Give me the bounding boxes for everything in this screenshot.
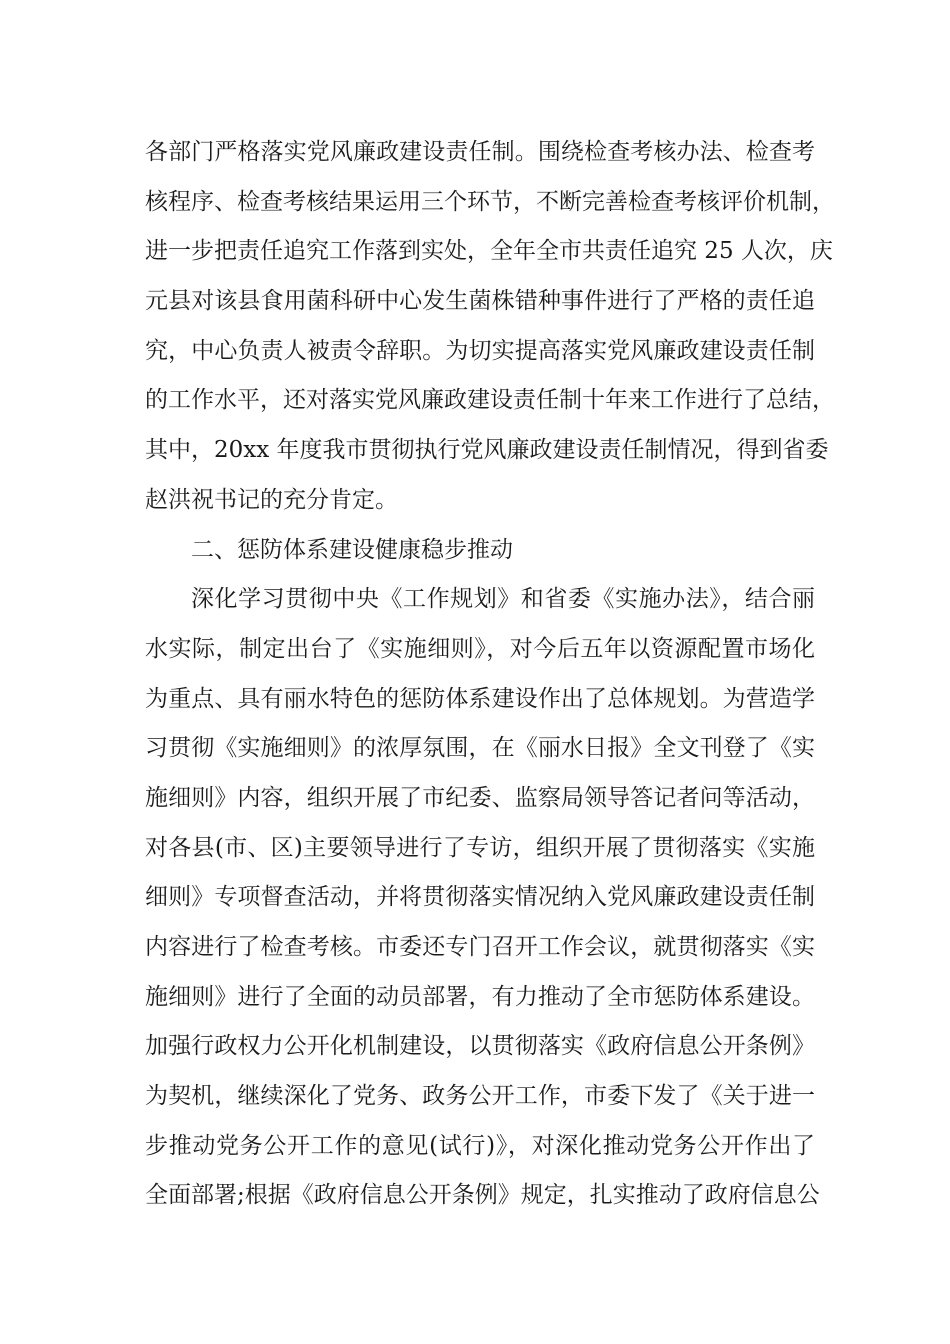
section-heading: 二、惩防体系建设健康稳步推动 — [191, 536, 513, 563]
text-line: 对各县(市、区)主要领导进行了专访，组织开展了贯彻落实《实施 — [145, 834, 815, 861]
text-line: 细则》专项督查活动，并将贯彻落实情况纳入党风廉政建设责任制 — [145, 884, 815, 911]
text-line: 究，中心负责人被责令辞职。为切实提高落实党风廉政建设责任制 — [145, 337, 815, 364]
text-line: 施细则》内容，组织开展了市纪委、监察局领导答记者问等活动， — [145, 784, 815, 811]
text-line: 核程序、检查考核结果运用三个环节，不断完善检查考核评价机制， — [145, 188, 835, 215]
body-text — [145, 128, 835, 1221]
text-line: 全面部署;根据《政府信息公开条例》规定，扎实推动了政府信息公 — [145, 1182, 820, 1209]
text-line: 深化学习贯彻中央《工作规划》和省委《实施办法》，结合丽 — [191, 586, 815, 613]
text-line: 加强行政权力公开化机制建设，以贯彻落实《政府信息公开条例》 — [145, 1033, 815, 1060]
text-line: 习贯彻《实施细则》的浓厚氛围，在《丽水日报》全文刊登了《实 — [145, 735, 815, 762]
text-line: 内容进行了检查考核。市委还专门召开工作会议，就贯彻落实《实 — [145, 934, 815, 960]
text-line: 元县对该县食用菌科研中心发生菌株错种事件进行了严格的责任追 — [145, 288, 815, 315]
text-line: 为重点、具有丽水特色的惩防体系建设作出了总体规划。为营造学 — [145, 685, 815, 712]
text-line: 各部门严格落实党风廉政建设责任制。围绕检查考核办法、检查考 — [145, 139, 815, 165]
text-line: 其中，20xx 年度我市贯彻执行党风廉政建设责任制情况，得到省委 — [145, 437, 829, 464]
text-line: 赵洪祝书记的充分肯定。 — [145, 486, 398, 513]
text-line: 施细则》进行了全面的动员部署，有力推动了全市惩防体系建设。 — [145, 983, 815, 1010]
text-line: 水实际，制定出台了《实施细则》，对今后五年以资源配置市场化 — [145, 635, 815, 662]
text-line: 为契机，继续深化了党务、政务公开工作，市委下发了《关于进一 — [145, 1083, 815, 1110]
text-line: 的工作水平，还对落实党风廉政建设责任制十年来工作进行了总结， — [145, 387, 835, 414]
text-line: 步推动党务公开工作的意见(试行)》，对深化推动党务公开作出了 — [145, 1132, 815, 1159]
text-line: 进一步把责任追究工作落到实处，全年全市共责任追究 25 人次，庆 — [145, 238, 833, 265]
